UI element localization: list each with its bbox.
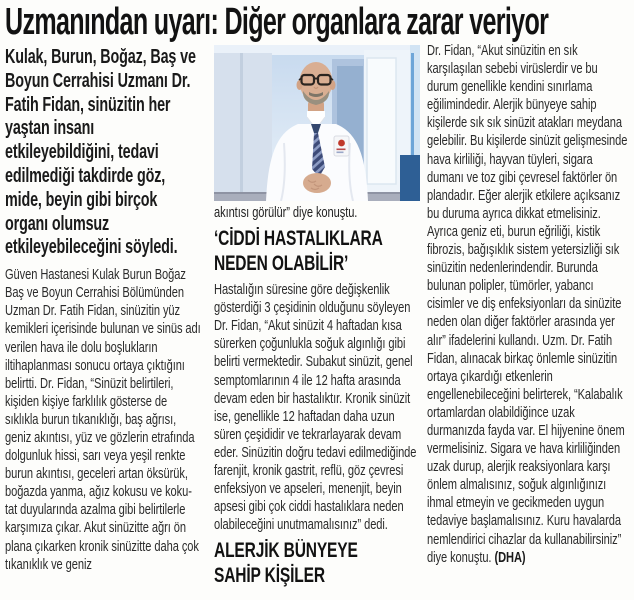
subheading-line: ALERJİK BÜNYEYE — [214, 539, 358, 563]
article-body-middle: Hastalığın süresine göre değişkenlik gösterdiği 3 çeşidinin olduğunu söyleyen Dr. Fidan, “Akut sinüzit 4 haftadan kısa sürerken çoğunlukla soğuk algınlığı gibi belirti vermektedir. Subakut sinüzit, genel semptomlarının 4 ile 12 hafta arasında devam eden bir hastalıktır. Kronik sinüzit ise, genellikle 12 haftadan daha uzun süren çeşididir ve tekrarlayarak devam eder. Sinüzitin doğru tedavi edilmediğinde farenjit, kronik gastrit, reflü, göz çevresi enfeksiyon ve apseleri, menenjit, beyin apsesi gibi çok ciddi hastalıklara neden olabileceğini unutmamalısınız” dedi. — [214, 281, 417, 534]
subheading-line: NEDEN OLABİLİR’ — [214, 252, 349, 276]
subheading-line: SAHİP KİŞİLER — [214, 564, 325, 588]
column-middle — [214, 45, 420, 589]
subheading-ciddi-hastaliklara — [214, 226, 420, 276]
column-right — [427, 42, 629, 567]
article-body-right-text: Dr. Fidan, “Akut sinüzitin en sık karşılaşılan sebebi virüslerdir ve bu durum genellikle kendini sınırlama eğilimindedir. Alerjik bünyeye sahip kişilerde sık sık sinüzit atakları meydana gelebilir. Bu kişilerde sinüzit gelişmesinde hava kirliliği, hayvan tüyleri, sigara dumanı ve toz gibi çevresel faktörler ön plandadır. Eğer alerjik etkilere açıksanız bu duruma ayrıca dikkat etmelisiniz. Ayrıca geniz eti, burun eğriliği, kistik fibrozis, bağışıklık sistem yetersizliği sık sinüzitin nedenlerindendir. Burunda bulunan polipler, tümörler, yabancı cisimler ve diş enfeksiyonları da sinüzite neden olan diğer faktörler arasında yer alır” ifadelerini kullandı. Uzm. Dr. Fatih Fidan, alınacak birkaç önlemle sinüzitin ortaya çıkardığı etkenlerin engellenebileceğini belirterek, “Kalabalık ortamlardan olabildiğince uzak durmanızda fayda var. El hijyenine önem vermelisiniz. Sigara ve hava kirliliğinden uzak durup, alerjik reaksiyonlara karşı önlem almalısınız, soğuk algınlığınızı ihmal etmeyin ve gecikmeden uygun tedaviye başlamalısınız. Kuru havalarda nemlendirici cihazlar da kullanabilirsiniz” diye konuştu. — [427, 42, 628, 566]
article-body-right — [427, 42, 629, 567]
subheading-alerjik-bunyeye — [214, 538, 420, 588]
doctor-photo — [214, 45, 420, 201]
article-body-left: Güven Hastanesi Kulak Burun Boğaz Baş ve Boyun Cerrahisi Bölümünden Uzman Dr. Fatih Fidan, sinüzitin yüz kemikleri içerisinde bulunan ve sinüs adı verilen hava ile dolu boşlukların iltihaplanması sonucu ortaya çıktığını belirtti. Dr. Fidan, “Sinüzit belirtileri, kişiden kişiye farklılık gösterse de sıklıkla burun tıkanıklığı, baş ağrısı, geniz akıntısı, yüz ve gözlerin etrafında dolgunluk hissi, sarı veya yeşil renkte burun akıntısı, geceleri artan öksürük, boğazda yanma, ağız kokusu ve koku-tat duyularında azalma gibi belirtilerle karşımıza çıkar. Akut sinüzitte ağrı ön plana çıkarken kronik sinüzitte daha çok tıkanıklık ve geniz — [5, 266, 201, 573]
doctor-photo-image — [214, 45, 420, 201]
article-intro: Kulak, Burun, Boğaz, Baş ve Boyun Cerrahisi Uzmanı Dr. Fatih Fidan, sinüzitin her yaştan insanı etkileyebildiğini, tedavi edilmediği takdirde göz, mide, beyin gibi birçok organı olumsuz etkileyebileceğini söyledi. — [5, 45, 196, 259]
news-agency-credit: (DHA) — [494, 548, 526, 566]
column-left — [5, 45, 203, 574]
photo-caption-continuation: akıntısı görülür” diye konuştu. — [214, 204, 358, 221]
subheading-line: ‘CİDDİ HASTALIKLARA — [214, 227, 383, 251]
article-headline: Uzmanından uyarı: Diğer organlara zarar veriyor — [5, 1, 549, 43]
